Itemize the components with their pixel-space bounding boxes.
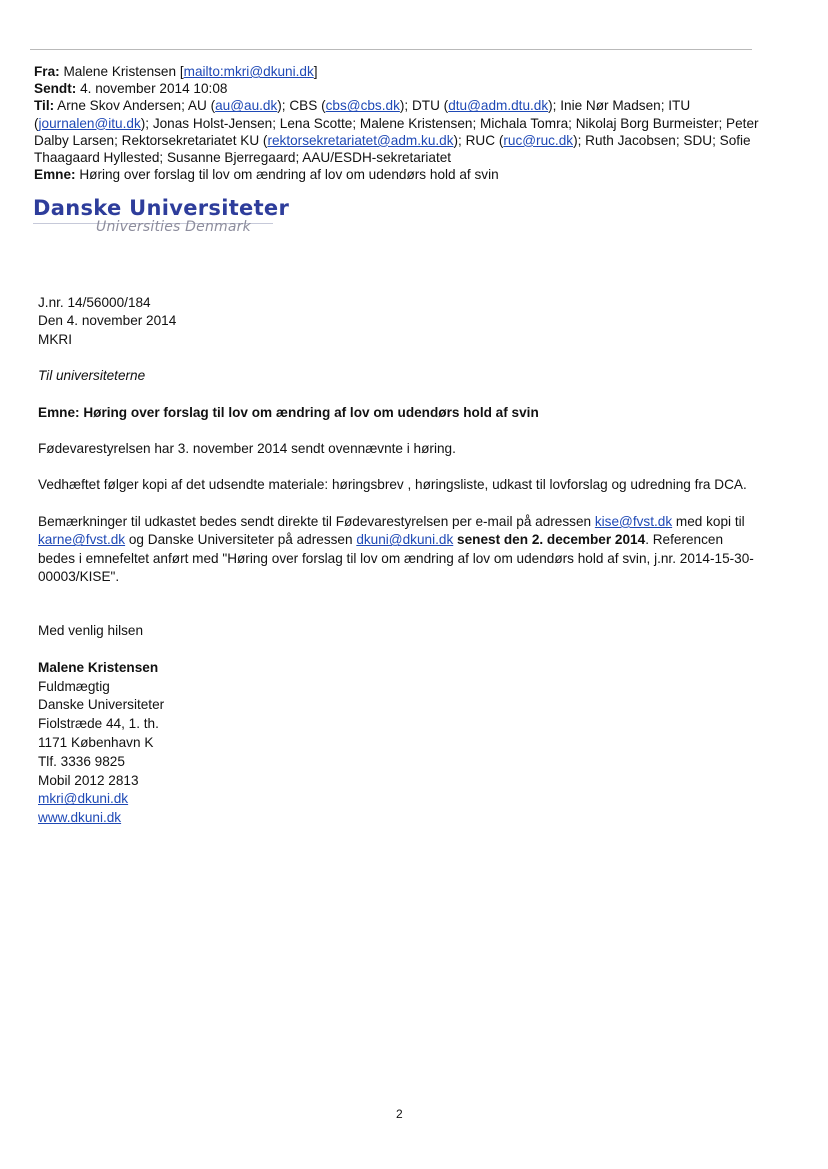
journal-number: J.nr. 14/56000/184 bbox=[38, 295, 151, 310]
sent-label: Sendt: bbox=[34, 81, 77, 97]
paragraph-attachments: Vedhæftet følger kopi af det udsendte materiale: høringsbrev , høringsliste, udkast til lovforslag og udredning fra DCA. bbox=[38, 477, 747, 493]
signature-block bbox=[38, 659, 758, 828]
recipient-text: ); RUC ( bbox=[453, 132, 504, 148]
paragraph-instructions bbox=[38, 513, 758, 587]
to-label: Til: bbox=[34, 98, 55, 114]
from-line: Fra: Malene Kristensen [mailto:mkri@dkuni.dk] bbox=[34, 64, 318, 79]
page-number: 2 bbox=[396, 1107, 403, 1121]
to-recipients bbox=[34, 98, 759, 165]
from-mailto-link[interactable]: mailto:mkri@dkuni.dk bbox=[183, 64, 314, 79]
logo-subtitle: Universities Denmark bbox=[96, 219, 251, 235]
signature-name: Malene Kristensen bbox=[38, 659, 159, 675]
kise-email-link[interactable]: kise@fvst.dk bbox=[594, 513, 673, 529]
letter-body bbox=[38, 294, 758, 828]
recipient-text: Arne Skov Andersen; AU ( bbox=[57, 98, 216, 114]
recipient-text: ); Inie Nør Madsen; ITU ( bbox=[34, 98, 691, 131]
deadline-text: senest den 2. december 2014 bbox=[453, 532, 646, 548]
logo-title: Danske Universiteter bbox=[33, 196, 290, 220]
dkuni-email-link[interactable]: dkuni@dkuni.dk bbox=[356, 532, 454, 548]
from-name: Malene Kristensen bbox=[63, 64, 177, 79]
instructions-text-4: . Referencen bedes i emnefeltet anført med "Høring over forslag til lov om ændring af lov om udendørs hold af svin, j.nr. 2014-15-30-00003/KISE". bbox=[38, 532, 754, 585]
recipient-email-link[interactable]: rektorsekretariatet@adm.ku.dk bbox=[267, 132, 454, 148]
subject-value: Høring over forslag til lov om ændring af lov om udendørs hold af svin bbox=[79, 167, 499, 183]
karne-email-link[interactable]: karne@fvst.dk bbox=[38, 532, 126, 548]
recipient-text: ); Ruth Jacobsen; SDU; Sofie Thaagaard Hyllested; Susanne Bjerregaard; AAU/ESDH-sekretariatet bbox=[34, 132, 751, 166]
letter-date: Den 4. november 2014 bbox=[38, 313, 177, 329]
instructions-text-2: med kopi til bbox=[672, 513, 745, 529]
signature-web-link[interactable]: www.dkuni.dk bbox=[38, 810, 122, 826]
recipient-email-link[interactable]: journalen@itu.dk bbox=[38, 115, 141, 131]
recipient-email-link[interactable]: cbs@cbs.dk bbox=[325, 98, 400, 114]
danske-universiteter-logo bbox=[33, 196, 293, 246]
recipient-line: Til universiteterne bbox=[38, 368, 146, 384]
top-divider bbox=[30, 49, 752, 50]
email-header bbox=[34, 63, 764, 183]
recipient-email-link[interactable]: au@au.dk bbox=[215, 98, 278, 114]
signature-mobile: Mobil 2012 2813 bbox=[38, 772, 139, 788]
initials: MKRI bbox=[38, 331, 72, 347]
instructions-text-1: Bemærkninger til udkastet bedes sendt direkte til Fødevarestyrelsen per e-mail på adressen bbox=[38, 513, 595, 529]
recipient-text: ); DTU ( bbox=[399, 98, 449, 114]
recipient-text: ); Jonas Holst-Jensen; Lena Scotte; Malene Kristensen; Michala Tomra; Nikolaj Borg Burmeister; Peter Dalby Larsen; Rektorsekretariatet KU ( bbox=[34, 115, 759, 148]
signature-org: Danske Universiteter bbox=[38, 697, 165, 713]
recipient-email-link[interactable]: dtu@adm.dtu.dk bbox=[448, 98, 549, 114]
to-line bbox=[34, 97, 764, 166]
instructions-text-3: og Danske Universiteter på adressen bbox=[125, 532, 357, 548]
sent-line bbox=[34, 80, 764, 97]
subject-line bbox=[34, 166, 764, 183]
recipient-text: ); CBS ( bbox=[277, 98, 326, 114]
reference-block bbox=[38, 294, 758, 349]
signature-phone: Tlf. 3336 9825 bbox=[38, 753, 125, 769]
sent-value: 4. november 2014 10:08 bbox=[80, 81, 228, 97]
from-label: Fra: bbox=[34, 64, 60, 79]
signature-email-link[interactable]: mkri@dkuni.dk bbox=[38, 791, 129, 807]
letter-subject: Emne: Høring over forslag til lov om ændring af lov om udendørs hold af svin bbox=[38, 404, 539, 420]
subject-label: Emne: bbox=[34, 167, 76, 183]
signature-title: Fuldmægtig bbox=[38, 678, 110, 694]
recipient-email-link[interactable]: ruc@ruc.dk bbox=[503, 132, 574, 148]
paragraph-hearing-sent: Fødevarestyrelsen har 3. november 2014 sendt ovennævnte i høring. bbox=[38, 441, 456, 457]
signature-city: 1171 København K bbox=[38, 735, 154, 751]
greeting: Med venlig hilsen bbox=[38, 623, 144, 639]
signature-street: Fiolstræde 44, 1. th. bbox=[38, 716, 159, 732]
